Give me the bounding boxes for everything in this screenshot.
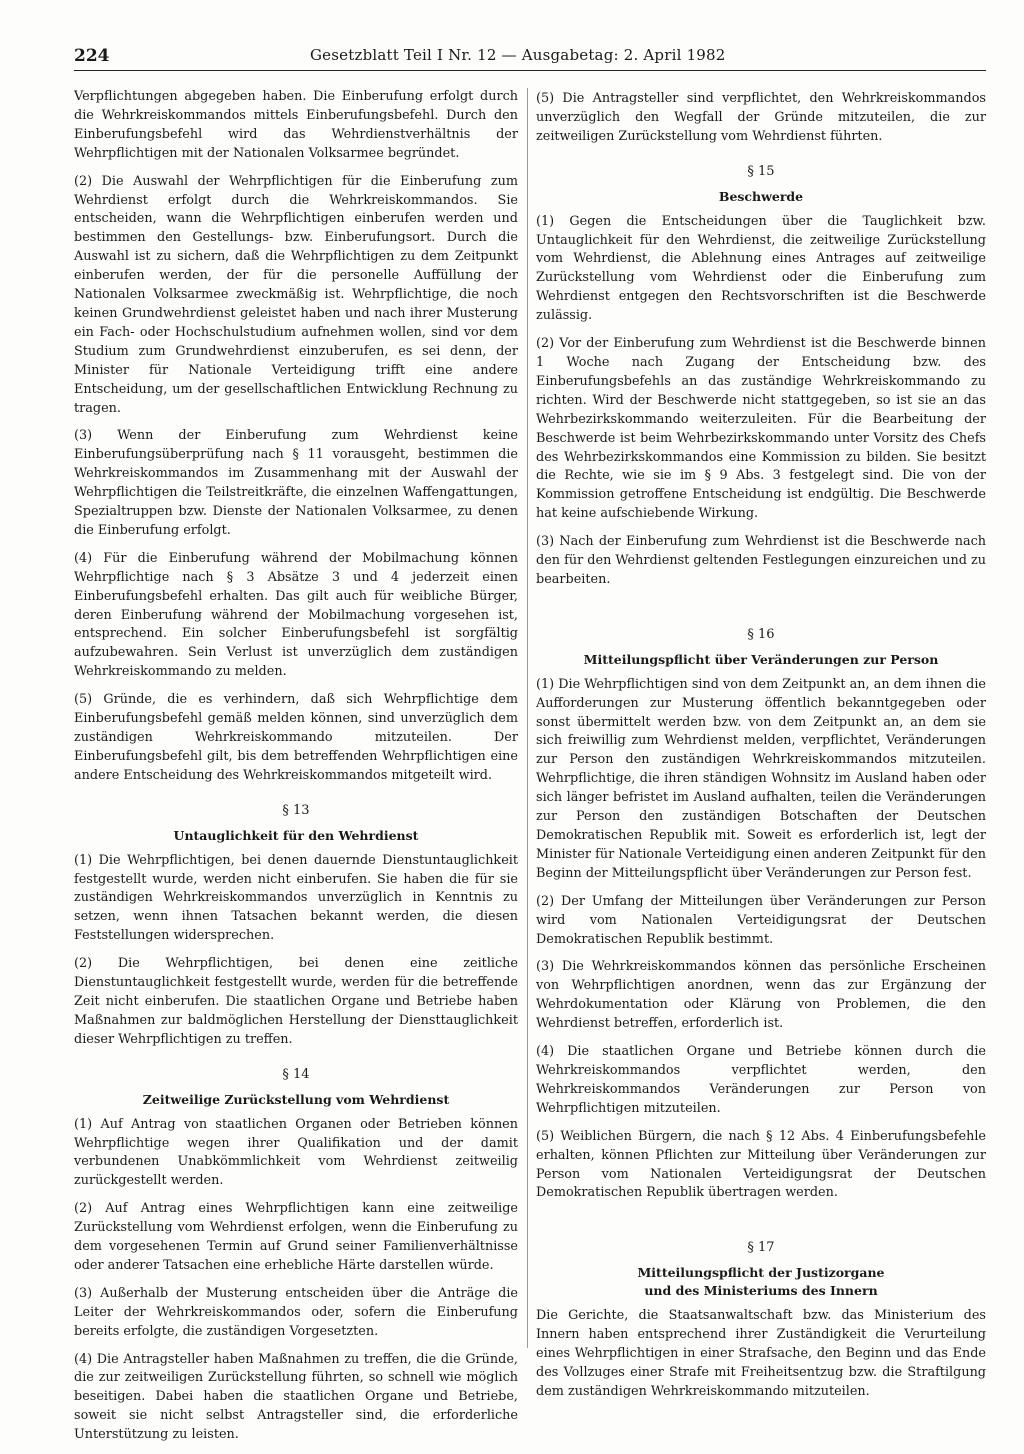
section-number: § 17 [747, 1240, 775, 1256]
paragraph: (1) Auf Antrag von staatlichen Organen oder Betrieben können Wehrpflichtige wegen ihrer Qualifikation und der damit verbundenen Unabkömmlichkeit vom Wehrdienst zeitweilig zurückgestellt werden. [74, 1116, 518, 1189]
section-title [536, 1264, 986, 1300]
section-title: Mitteilungspflicht über Veränderungen zur Person [583, 651, 939, 667]
paragraph: (2) Auf Antrag eines Wehrpflichtigen kann eine zeitweilige Zurückstellung vom Wehrdienst erfolgen, wenn die Einberufung zu dem vorgesehenen Termin auf Grund seiner Familienverhältnisse oder anderer Tatsachen eine erhebliche Härte darstellen würde. [74, 1201, 518, 1273]
paragraph: Die Gerichte, die Staatsanwaltschaft bzw. das Ministerium des Innern haben entsprechend ihrer Zuständigkeit die Verurteilung eines Wehrpflichtigen in einer Strafsache, den Beginn und das Ende des Vollzuges einer Strafe mit Freiheitsentzug bzw. die Straftilgung dem zuständigen Wehrkreiskommando mitzuteilen. [536, 1308, 986, 1399]
section-number: § 14 [282, 1066, 310, 1082]
paragraph: (4) Für die Einberufung während der Mobilmachung können Wehrpflichtige nach § 3 Absätze 3 und 4 jederzeit einen Einberufungsbefehl erhalten. Das gilt auch für weibliche Bürger, deren Einberufung während der Mobilmachung vorgesehen ist, entsprechend. Ein solcher Einberufungsbefehl ist sorgfältig aufzubewahren. Sein Verlust ist unverzüglich dem zuständigen Wehrkreiskommando zu melden. [74, 550, 518, 680]
section-title-line: Mitteilungspflicht der Justizorgane [637, 1265, 885, 1281]
paragraph: (4) Die staatlichen Organe und Betriebe können durch die Wehrkreiskommandos verpflichtet werden, den Wehrkreiskommandos Veränderungen zur Person von Wehrpflichtigen mitzuteilen. [536, 1044, 986, 1116]
paragraph: (3) Außerhalb der Musterung entscheiden über die Anträge die Leiter der Wehrkreiskommandos oder, sofern die Einberufung bereits erfolgte, die zuständigen Vorgesetzten. [74, 1285, 518, 1339]
paragraph: Verpflichtungen abgegeben haben. Die Einberufung erfolgt durch die Wehrkreiskommandos mittels Einberufungsbefehl. Durch den Einberufungsbefehl wird das Wehrdienstverhältnis der Wehrpflichtigen mit der Nationalen Volksarmee begründet. [74, 89, 518, 161]
paragraph: (4) Die Antragsteller haben Maßnahmen zu treffen, die die Gründe, die zur zeitweiligen Zurückstellung führten, so schnell wie möglich beseitigen. Dabei haben die staatlichen Organe und Betriebe, soweit sie nicht selbst Antragsteller sind, die erforderliche Unterstützung zu leisten. [74, 1351, 518, 1443]
left-column [74, 88, 518, 1454]
paragraph: (5) Weiblichen Bürgern, die nach § 12 Abs. 4 Einberufungsbefehle erhalten, können Pflichten zur Mitteilung über Veränderungen zur Person vom Nationalen Verteidigungsrat der Deutschen Demokratischen Republik übertragen werden. [536, 1128, 986, 1201]
section-number: § 15 [747, 163, 775, 179]
paragraph: (2) Die Wehrpflichtigen, bei denen eine zeitliche Dienstuntauglichkeit festgestellt wurde, werden für die betreffende Zeit nicht einberufen. Die staatlichen Organe und Betriebe haben Maßnahmen zur baldmöglichen Herstellung der Diensttauglichkeit dieser Wehrpflichtigen zu treffen. [74, 956, 518, 1047]
paragraph: (1) Die Wehrpflichtigen sind von dem Zeitpunkt an, an dem ihnen die Aufforderungen zur Musterung öffentlich bekanntgegeben oder sonst übermittelt werden bzw. von dem Zeitpunkt an, an dem sie sich freiwillig zum Wehrdienst melden, verpflichtet, Veränderungen zur Person den zuständigen Wehrkreiskommandos mitzuteilen. Wehrpflichtige, die ihren ständigen Wohnsitz im Ausland haben oder sich länger befristet im Ausland aufhalten, teilen die Veränderungen zur Person den zuständigen Botschaften der Deutschen Demokratischen Republik mit. Soweit es erforderlich ist, legt der Minister für Nationale Verteidigung einen anderen Zeitpunkt für den Beginn der Mitteilungspflicht über Veränderungen zur Person fest. [536, 676, 986, 881]
section-title-line: und des Ministeriums des Innern [644, 1283, 878, 1299]
paragraph: (2) Die Auswahl der Wehrpflichtigen für die Einberufung zum Wehrdienst erfolgt durch die Wehrkreiskommandos. Sie entscheiden, wann die Wehrpflichtigen einberufen werden und bestimmen den Gestellungs- bzw. Einberufungsort. Durch die Auswahl ist zu sichern, daß die Wehrpflichtigen zu dem Zeitpunkt einberufen werden, der für die personelle Auffüllung der Nationalen Volksarmee zweckmäßig ist. Wehrpflichtige, die noch keinen Grundwehrdienst geleistet haben und nach ihrer Musterung ein Fach- oder Hochschulstudium aufnehmen wollen, sind vor dem Studium zum Grundwehrdienst einzuberufen, es sei denn, der Minister für Nationale Verteidigung trifft eine andere Entscheidung, um der gesellschaftlichen Entwicklung Rechnung zu tragen. [74, 173, 518, 416]
running-head: Gesetzblatt Teil I Nr. 12 — Ausgabetag: 2. April 1982 [310, 46, 726, 64]
right-column [536, 90, 986, 1411]
paragraph: (2) Der Umfang der Mitteilungen über Veränderungen zur Person wird vom Nationalen Verteidigungsrat der Deutschen Demokratischen Republik bestimmt. [536, 893, 986, 947]
paragraph: (3) Wenn der Einberufung zum Wehrdienst keine Einberufungsüberprüfung nach § 11 vorausgeht, bestimmen die Wehrkreiskommandos im Zusammenhang mit der Auswahl der Wehrpflichtigen die Teilstreitkräfte, die einzelnen Waffengattungen, Spezialtruppen bzw. Dienste der Nationalen Volksarmee, zu denen die Einberufung erfolgt. [74, 428, 518, 538]
paragraph: (5) Gründe, die es verhindern, daß sich Wehrpflichtige dem Einberufungsbefehl gemäß melden können, sind unverzüglich dem zuständigen Wehrkreiskommando mitzuteilen. Der Einberufungsbefehl gilt, bis dem betreffenden Wehrpflichtigen eine andere Entscheidung des Wehrkreiskommandos mitgeteilt wird. [74, 692, 518, 783]
header-rule [74, 70, 986, 71]
paragraph: (1) Die Wehrpflichtigen, bei denen dauernde Dienstuntauglichkeit festgestellt wurde, werden nicht einberufen. Sie haben die für sie zuständigen Wehrkreiskommandos unverzüglich in Kenntnis zu setzen, wenn ihnen Tatsachen bekannt werden, die diesen Feststellungen widersprechen. [74, 852, 518, 944]
paragraph: (1) Gegen die Entscheidungen über die Tauglichkeit bzw. Untauglichkeit für den Wehrdienst, die zeitweilige Zurückstellung vom Wehrdienst, die Ablehnung eines Antrages auf zeitweilige Zurückstellung vom Wehrdienst oder die Einberufung zum Wehrdienst entgegen den Rechtsvorschriften ist die Beschwerde zulässig. [536, 213, 986, 324]
section-title: Beschwerde [718, 188, 804, 204]
paragraph: (2) Vor der Einberufung zum Wehrdienst ist die Beschwerde binnen 1 Woche nach Zugang der Entscheidung bzw. des Einberufungsbefehls an das zuständige Wehrkreiskommando zu richten. Wird der Beschwerde nicht stattgegeben, so ist sie an das Wehrbezirkskommando weiterzuleiten. Für die Bearbeitung der Beschwerde ist beim Wehrbezirkskommando unter Vorsitz des Chefs des Wehrbezirkskommandos eine Kommission zu bilden. Sie besitzt die Rechte, wie sie im § 9 Abs. 3 festgelegt sind. Die von der Kommission getroffene Entscheidung ist endgültig. Die Beschwerde hat keine aufschiebende Wirkung. [536, 336, 986, 522]
column-divider [527, 88, 528, 1348]
section-number: § 13 [282, 802, 310, 818]
paragraph: (3) Die Wehrkreiskommandos können das persönliche Erscheinen von Wehrpflichtigen anordnen, wenn das zur Ergänzung der Wehrdokumentation oder Klärung von Problemen, die den Wehrdienst betreffen, erforderlich ist. [536, 959, 986, 1032]
section-number: § 16 [747, 626, 775, 642]
section-title: Untauglichkeit für den Wehrdienst [173, 827, 419, 843]
page-header [74, 46, 986, 68]
paragraph: (3) Nach der Einberufung zum Wehrdienst ist die Beschwerde nach den für den Wehrdienst geltenden Festlegungen einzureichen und zu bearbeiten. [536, 534, 986, 587]
section-title: Zeitweilige Zurückstellung vom Wehrdienst [142, 1091, 450, 1107]
page-number: 224 [74, 46, 110, 66]
paragraph: (5) Die Antragsteller sind verpflichtet, den Wehrkreiskommandos unverzüglich den Wegfall der Gründe mitzuteilen, die zur zeitweiligen Zurückstellung vom Wehrdienst führten. [536, 91, 986, 144]
